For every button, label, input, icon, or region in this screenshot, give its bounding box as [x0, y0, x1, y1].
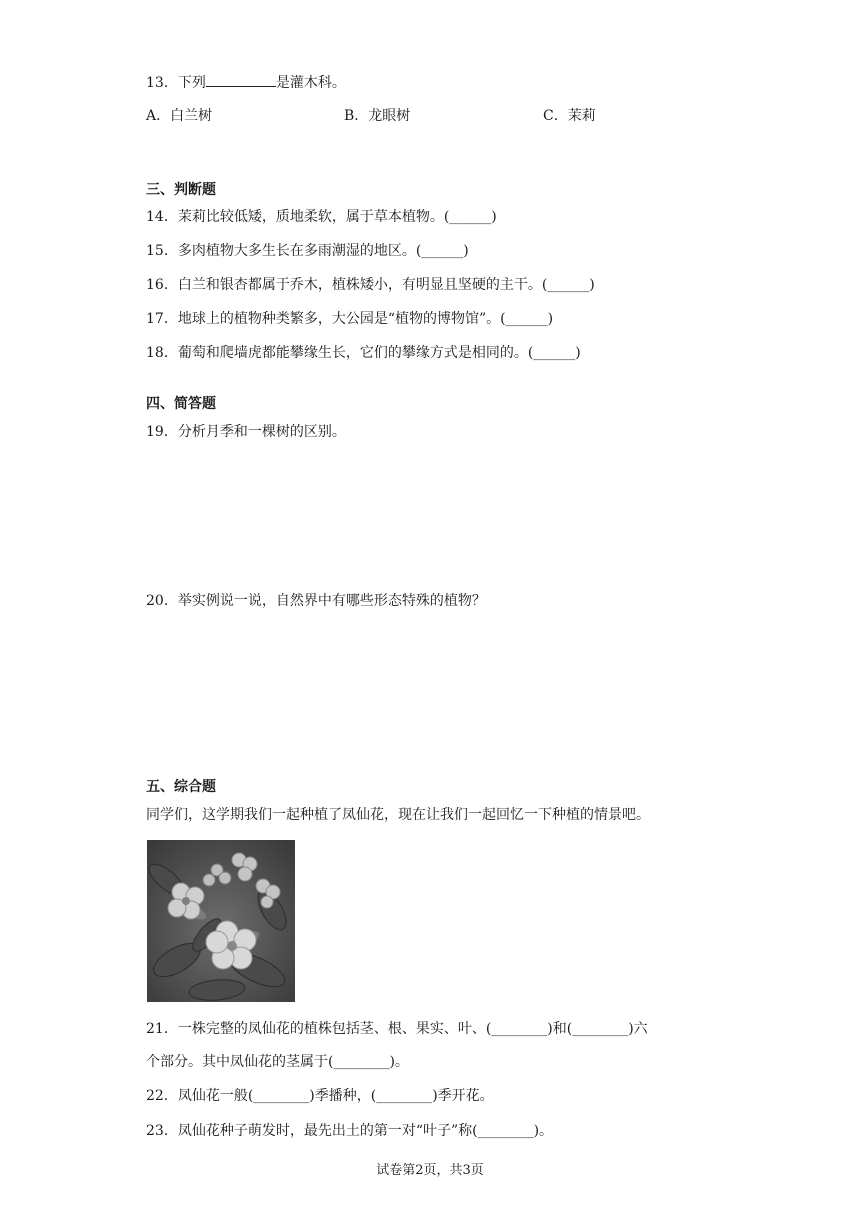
section-title-short-answer: 四、简答题 — [146, 396, 216, 412]
question-21-continued: 个部分。其中凤仙花的茎属于(________)。 — [146, 1054, 409, 1070]
question-text-before: 下列 — [177, 75, 206, 91]
option-b[interactable]: B．龙眼树 — [344, 108, 411, 124]
section-intro: 同学们，这学期我们一起种植了凤仙花，现在让我们一起回忆一下种植的情景吧。 — [146, 807, 650, 823]
question-21: 21．一株完整的凤仙花的植株包括茎、根、果实、叶、(________)和(________)六 — [146, 1021, 648, 1037]
answer-blank[interactable] — [206, 72, 276, 87]
question-15: 15．多肉植物大多生长在多雨潮湿的地区。(______) — [146, 243, 469, 259]
question-22: 22．凤仙花一般(________)季播种，(________)季开花。 — [146, 1088, 494, 1104]
question-20: 20．举实例说一说，自然界中有哪些形态特殊的植物？ — [146, 593, 486, 609]
question-text-after: 是灌木科。 — [275, 75, 346, 91]
impatiens-flower-photo — [147, 840, 295, 1002]
option-c[interactable]: C．茉莉 — [543, 108, 596, 124]
question-16: 16．白兰和银杏都属于乔木，植株矮小，有明显且坚硬的主干。(______) — [146, 277, 595, 293]
question-14: 14．茉莉比较低矮，质地柔软，属于草本植物。(______) — [146, 209, 497, 225]
question-19: 19．分析月季和一棵树的区别。 — [146, 424, 346, 440]
section-title-judgement: 三、判断题 — [146, 182, 216, 198]
section-title-comprehensive: 五、综合题 — [146, 779, 216, 795]
page-footer: 试卷第2页，共3页 — [376, 1163, 484, 1178]
question-23: 23．凤仙花种子萌发时，最先出土的第一对“叶子”称(________)。 — [146, 1123, 554, 1139]
question-13 — [146, 72, 346, 93]
question-number: 13． — [146, 75, 178, 91]
question-18: 18．葡萄和爬墙虎都能攀缘生长，它们的攀缘方式是相同的。(______) — [146, 345, 581, 361]
question-17: 17．地球上的植物种类繁多，大公园是“植物的博物馆”。(______) — [146, 311, 554, 327]
option-a[interactable]: A．白兰树 — [146, 108, 213, 124]
